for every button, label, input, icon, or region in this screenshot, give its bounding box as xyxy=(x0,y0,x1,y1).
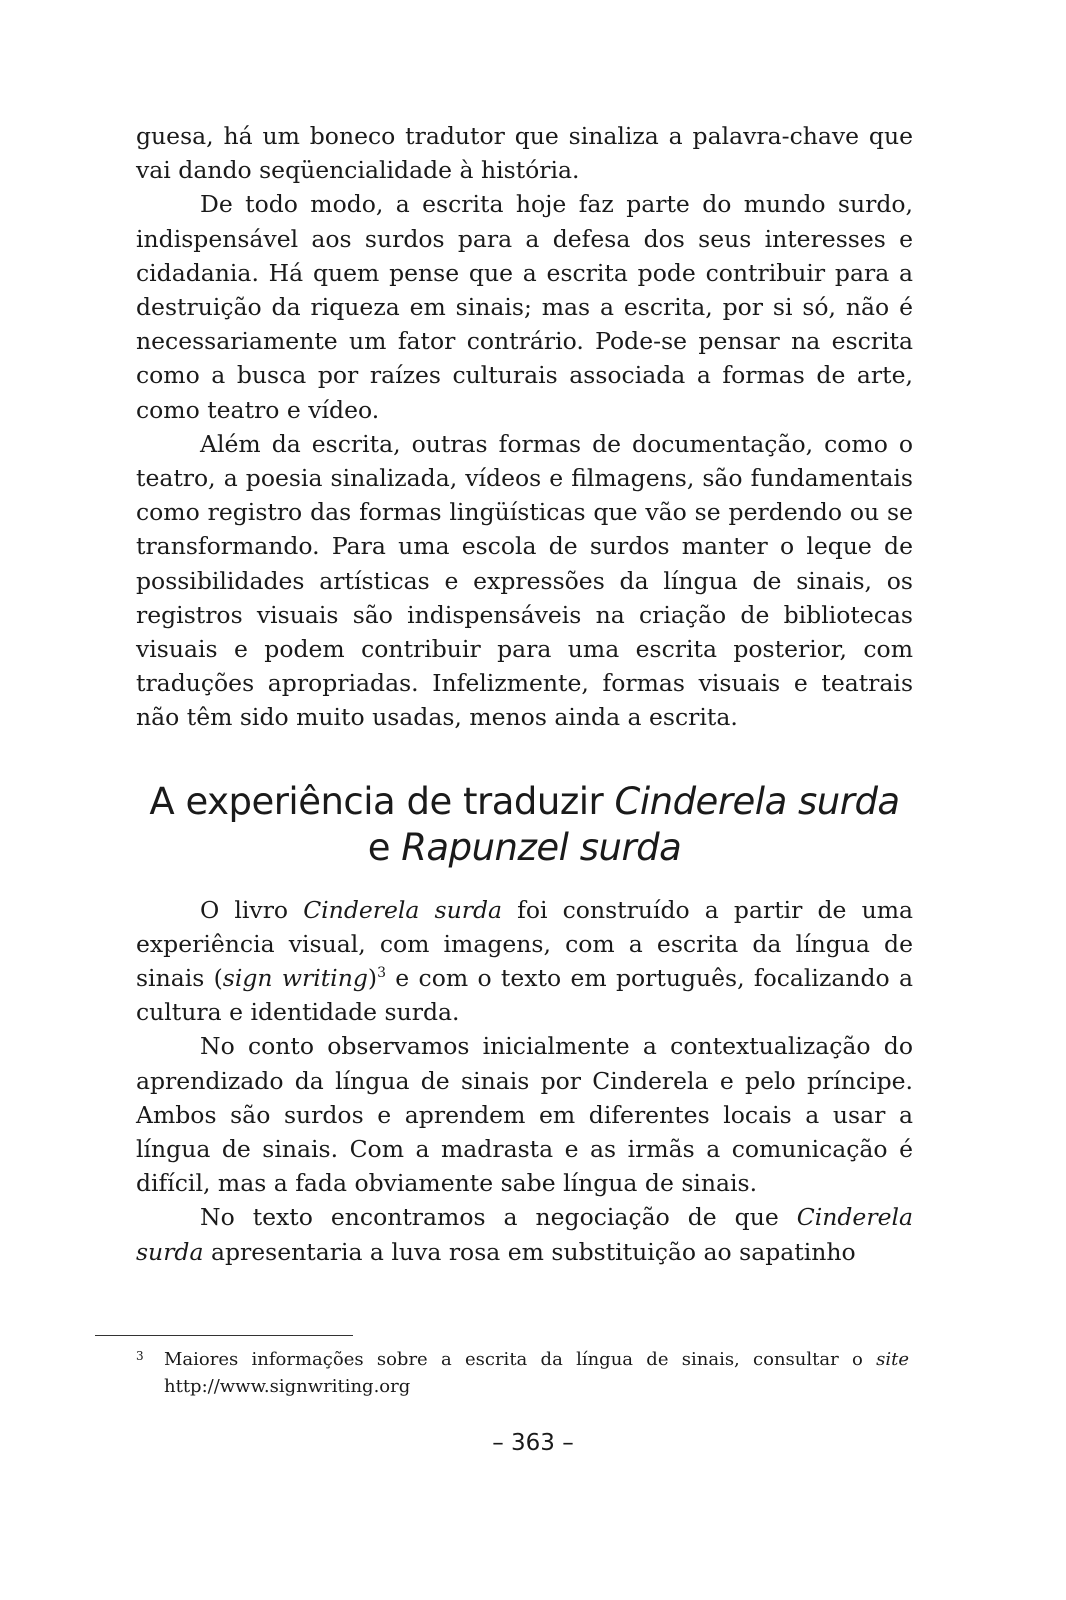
paragraph-conto: No conto observamos inicialmente a contextualização do aprendizado da língua de sinais por Cinderela e pelo príncipe. Ambos são surdos e aprendem em diferentes locais a usar a língua de sinais. Com a madrasta e as irmãs a comunicação é difícil, mas a fada obviamente sabe língua de sinais. xyxy=(136,1032,913,1198)
texto-italic-a: Cinderela surda xyxy=(136,1203,913,1266)
footnote-italic: site xyxy=(876,1349,909,1370)
footnote-text-a: Maiores informações sobre a escrita da língua de sinais, consultar o xyxy=(164,1349,877,1370)
texto-text-a: No texto encontramos a negociação de que xyxy=(200,1203,797,1232)
page-number: – 363 – xyxy=(492,1430,574,1456)
livro-text-b: foi construído a partir de uma experiência visual, com imagens, com a escrita da língua de sinais ( xyxy=(136,895,913,993)
section-heading xyxy=(136,779,913,871)
heading-text-2: e xyxy=(367,825,402,869)
footnote-divider xyxy=(95,1335,353,1336)
livro-italic-b: sign writing xyxy=(222,964,368,993)
livro-text-c: ) xyxy=(367,964,378,993)
footnote-marker: 3 xyxy=(136,1349,144,1363)
heading-italic-1: Cinderela surda xyxy=(614,779,900,823)
heading-italic-2: Rapunzel surda xyxy=(401,825,682,869)
livro-italic-a: Cinderela surda xyxy=(303,895,503,924)
paragraph-continuation: guesa, há um boneco tradutor que sinaliza a palavra-chave que vai dando seqüencialidade à história. xyxy=(136,122,913,185)
paragraph-escrita: De todo modo, a escrita hoje faz parte do mundo surdo, indispensável aos surdos para a defesa dos seus interesses e cidadania. Há quem pense que a escrita pode contribuir para a destruição da riqueza em sinais; mas a escrita, por si só, não é necessariamente um fator contrário. Pode-se pensar na escrita como a busca por raízes culturais associada a formas de arte, como teatro e vídeo. xyxy=(136,190,913,424)
footnote-reference: 3 xyxy=(377,965,386,982)
livro-text-a: O livro xyxy=(200,895,304,924)
footnote xyxy=(136,1346,913,1400)
paragraph-livro xyxy=(136,893,913,1030)
livro-text-d: e com o texto em português, focalizando a cultura e identidade surda. xyxy=(136,964,914,1027)
paragraph-documentacao: Além da escrita, outras formas de documentação, como o teatro, a poesia sinalizada, vídeos e filmagens, são fundamentais como registro das formas lingüísticas que vão se perdendo ou se transformando. Para uma escola de surdos manter o leque de possibilidades artísticas e expressões da língua de sinais, os registros visuais são indispensáveis na criação de bibliotecas visuais e podem contribuir para uma escrita posterior, com traduções apropriadas. Infelizmente, formas visuais e teatrais não têm sido muito usadas, menos ainda a escrita. xyxy=(136,429,913,732)
heading-text-1: A experiência de traduzir xyxy=(149,779,615,823)
paragraph-texto xyxy=(136,1200,913,1268)
texto-text-b: apresentaria a luva rosa em substituição ao sapatinho xyxy=(203,1237,856,1266)
footnote-text xyxy=(164,1346,909,1400)
page-body xyxy=(136,119,913,1269)
footnote-text-b: http://www.signwriting.org xyxy=(164,1376,411,1397)
